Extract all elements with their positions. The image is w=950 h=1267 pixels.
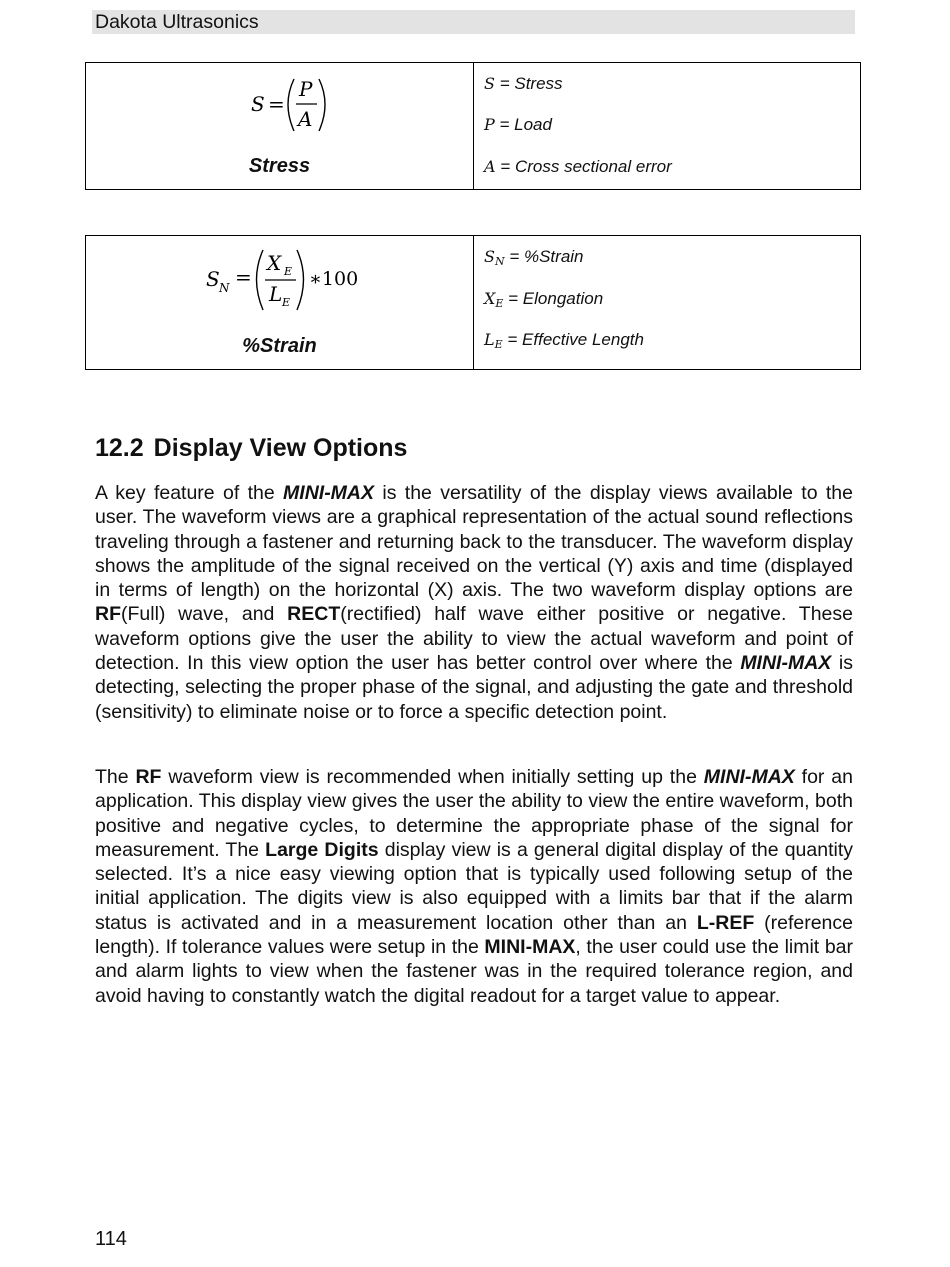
right-paren bbox=[297, 250, 304, 310]
definition-load bbox=[484, 115, 552, 135]
strain-formula-table bbox=[85, 235, 861, 370]
section-title: Display View Options bbox=[153, 434, 408, 462]
rect-term: RECT bbox=[287, 603, 341, 626]
strain-definitions-cell bbox=[474, 236, 860, 369]
paragraph-text: A key feature of the bbox=[95, 482, 284, 504]
page-number: 114 bbox=[95, 1228, 127, 1250]
product-name: MINI-MAX bbox=[484, 936, 576, 959]
definition-text: = Stress bbox=[499, 74, 563, 93]
rf-term: RF bbox=[95, 603, 121, 626]
section-heading bbox=[95, 434, 407, 463]
formula-equals: = bbox=[235, 265, 252, 289]
definition-symbol: P bbox=[484, 115, 495, 134]
rf-term: RF bbox=[135, 766, 162, 788]
paragraph-text: waveform view is recommended when initially setting up the bbox=[161, 766, 704, 788]
paragraph-display-views bbox=[95, 481, 853, 724]
definition-symbol: X bbox=[484, 289, 496, 308]
paragraph-text: , the user could use the limit bar and alarm lights to view when the fastener was in the required tolerance region, and avoid having to constantly watch the digital readout for a target value to appear. bbox=[95, 936, 854, 1007]
formula-lhs-subscript: N bbox=[219, 281, 230, 295]
stress-caption: Stress bbox=[248, 155, 311, 177]
paragraph-text: is the versatility of the display views available to the user. The waveform views are a graphical representation of the actual sound reflections traveling through a fastener and returning back to the transducer. The waveform display shows the amplitude of the signal received on the vertical (Y) axis and time (displayed in terms of length) on the horizontal (X) axis. The two waveform display options are bbox=[95, 482, 853, 602]
page-header bbox=[92, 10, 855, 34]
product-name: MINI-MAX bbox=[740, 652, 832, 675]
definition-strain bbox=[484, 247, 584, 268]
definition-symbol: L bbox=[484, 330, 495, 349]
large-digits-term: Large Digits bbox=[265, 838, 379, 861]
left-paren bbox=[257, 250, 264, 310]
definition-subscript: E bbox=[495, 297, 504, 310]
formula-multiplier: ∗100 bbox=[309, 268, 359, 290]
strain-formula-cell bbox=[86, 236, 474, 369]
stress-definitions-cell bbox=[474, 63, 860, 189]
formula-numerator: X bbox=[267, 251, 282, 275]
paragraph-text: is detecting, selecting the proper phase of the signal, and adjusting the gate and threshold (sensitivity) to eliminate noise or to force a specific detection point. bbox=[95, 652, 854, 723]
definition-text: = Elongation bbox=[508, 289, 604, 308]
left-paren bbox=[288, 79, 294, 131]
strain-caption: %Strain bbox=[242, 335, 317, 357]
paragraph-text: (Full) wave, and bbox=[121, 603, 288, 626]
formula-denominator-subscript: E bbox=[282, 296, 291, 309]
paragraph-text: The bbox=[95, 766, 136, 788]
definition-text: = Cross sectional error bbox=[500, 157, 672, 176]
definition-symbol: S bbox=[484, 247, 495, 266]
paragraph-text: (reference length). If tolerance values were setup in the bbox=[95, 911, 853, 959]
l-ref-term: L-REF bbox=[696, 911, 755, 934]
definition-effective-length bbox=[484, 330, 644, 351]
formula-lhs: S bbox=[206, 267, 220, 291]
definition-area bbox=[484, 157, 672, 177]
paragraph-text: (rectified) half wave either positive or negative. These waveform options give the user the ability to view the actual waveform and point of detection. In this view option the user has better control over where the bbox=[95, 603, 853, 675]
definition-text: = Effective Length bbox=[507, 330, 644, 349]
stress-formula-table bbox=[85, 62, 861, 190]
stress-formula bbox=[86, 63, 472, 153]
paragraph-rf-view bbox=[95, 765, 853, 1008]
section-number: 12.2 bbox=[95, 434, 144, 462]
paragraph-text: display view is a general digital display of the quantity selected. It’s a nice easy viewing option that is typically used following setup of the initial application. The digits view is also equipped with a limits bar that if the alarm status is activated and in a measurement location other than an bbox=[95, 838, 853, 934]
header-title: Dakota Ultrasonics bbox=[95, 11, 259, 33]
formula-denominator: A bbox=[298, 107, 313, 131]
stress-formula-cell bbox=[86, 63, 474, 189]
formula-equals: = bbox=[268, 92, 285, 116]
formula-numerator-subscript: E bbox=[284, 265, 293, 278]
definition-stress bbox=[484, 74, 563, 94]
definition-text: = Load bbox=[499, 115, 552, 134]
definition-symbol: S bbox=[484, 74, 495, 93]
paragraph-text: for an application. This display view gives the user the ability to view the entire waveform, both positive and negative cycles, to determine the appropriate phase of the signal for measurement. The bbox=[95, 766, 853, 861]
formula-denominator: L bbox=[269, 282, 283, 306]
strain-formula bbox=[86, 236, 472, 331]
formula-lhs: S bbox=[251, 92, 265, 116]
definition-symbol: A bbox=[484, 157, 496, 176]
definition-text: = %Strain bbox=[509, 247, 584, 266]
definition-subscript: N bbox=[494, 255, 505, 268]
definition-subscript: E bbox=[494, 338, 503, 351]
product-name: MINI-MAX bbox=[703, 766, 795, 788]
formula-numerator: P bbox=[299, 77, 313, 101]
right-paren bbox=[319, 79, 325, 131]
definition-elongation bbox=[484, 289, 603, 310]
product-name: MINI-MAX bbox=[283, 482, 375, 504]
